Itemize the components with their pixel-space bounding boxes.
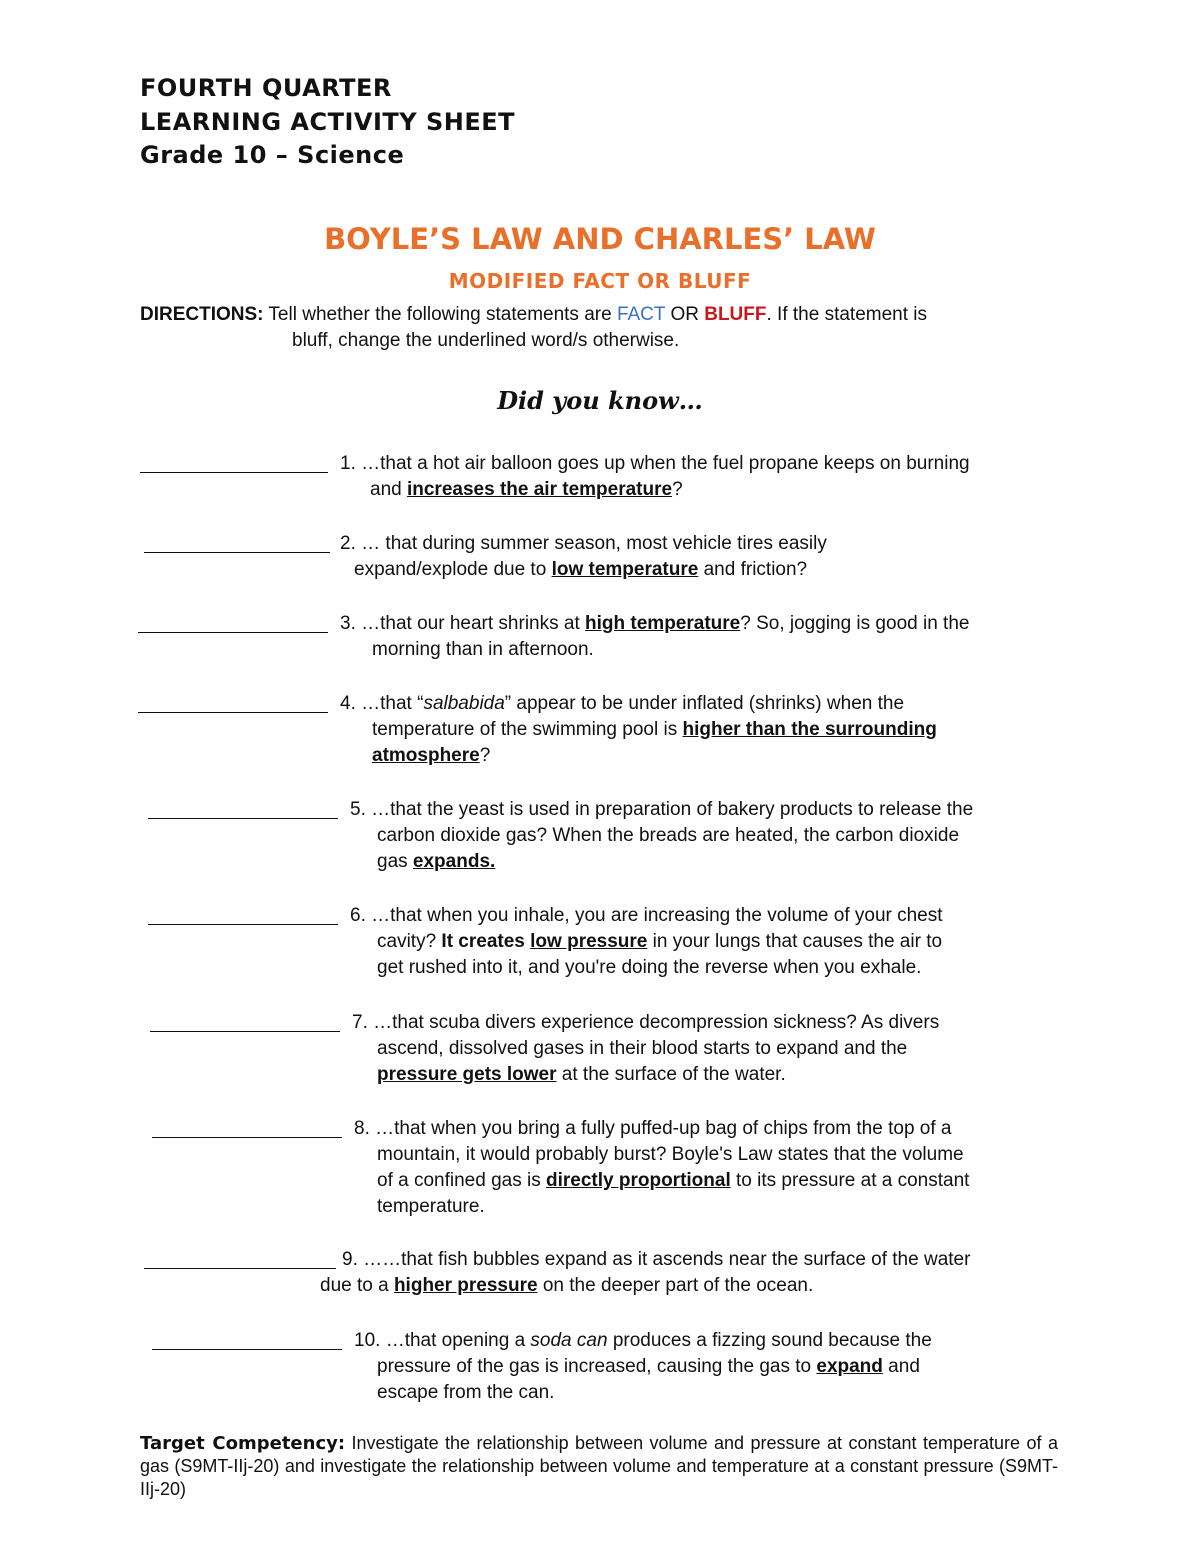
directions-label: DIRECTIONS:	[140, 304, 264, 325]
item-number: 7.	[352, 1012, 368, 1033]
item-text: …that opening a	[385, 1330, 531, 1351]
italic-term: salbabida	[423, 693, 505, 714]
answer-blank-5[interactable]	[148, 818, 338, 819]
underlined-term: higher than the surrounding	[682, 719, 937, 740]
italic-term: soda can	[530, 1330, 608, 1351]
item-text: and	[370, 479, 407, 500]
item-text: ? So, jogging is good in the	[740, 613, 970, 634]
item-4	[340, 691, 904, 717]
item-text: …that our heart shrinks at	[361, 613, 586, 634]
answer-blank-6[interactable]	[148, 924, 338, 925]
item-5-line3	[377, 849, 495, 875]
item-4-line3	[372, 743, 490, 769]
item-number: 5.	[350, 799, 366, 820]
answer-blank-1[interactable]	[140, 472, 328, 473]
target-competency-label: Target Competency:	[140, 1433, 346, 1454]
item-8-line4: temperature.	[377, 1196, 485, 1217]
answer-blank-9[interactable]	[144, 1268, 336, 1269]
item-text: …that scuba divers experience decompression sickness? As divers	[373, 1012, 940, 1033]
item-number: 2.	[340, 533, 356, 554]
answer-blank-10[interactable]	[152, 1349, 342, 1350]
underlined-term: low temperature	[551, 559, 699, 580]
item-2-line2	[354, 557, 807, 583]
item-9-line2	[320, 1273, 813, 1299]
fact-word: FACT	[616, 304, 666, 325]
directions-line2: bluff, change the underlined word/s otherwise.	[292, 330, 680, 351]
item-number: 1.	[340, 453, 356, 474]
item-text: …that the yeast is used in preparation of bakery products to release the	[371, 799, 974, 820]
directions-text-end: . If the statement is	[766, 304, 928, 325]
underlined-term: higher pressure	[393, 1275, 538, 1296]
bluff-word: BLUFF	[704, 304, 767, 325]
header-grade: Grade 10 – Science	[140, 141, 405, 169]
item-5	[350, 797, 973, 823]
item-8	[354, 1116, 951, 1142]
answer-blank-3[interactable]	[138, 632, 328, 633]
item-text: and	[882, 1356, 920, 1377]
item-text: …that when you inhale, you are increasing the volume of your chest	[371, 905, 943, 926]
item-text: due to a	[320, 1275, 394, 1296]
item-3-line2: morning than in afternoon.	[372, 639, 594, 660]
item-text: pressure of the gas is increased, causing the gas to	[377, 1356, 817, 1377]
answer-blank-2[interactable]	[144, 552, 330, 553]
item-2	[340, 531, 827, 557]
item-text: … that during summer season, most vehicle tires easily	[361, 533, 827, 554]
item-10-line2	[377, 1354, 920, 1380]
item-10	[354, 1328, 932, 1354]
item-text: …that a hot air balloon goes up when the fuel propane keeps on burning	[361, 453, 970, 474]
directions-or: OR	[665, 304, 705, 325]
item-text: to its pressure at a constant	[730, 1170, 970, 1191]
item-8-line3	[377, 1168, 969, 1194]
item-7	[352, 1010, 939, 1036]
underlined-term: pressure gets lower	[377, 1064, 557, 1085]
item-number: 10.	[354, 1330, 381, 1351]
item-text: temperature of the swimming pool is	[372, 719, 683, 740]
underlined-term: increases the air temperature	[406, 479, 673, 500]
underlined-term: low pressure	[530, 931, 648, 952]
underlined-term: expand	[816, 1356, 883, 1377]
item-text: of a confined gas is	[377, 1170, 546, 1191]
underlined-term: directly proportional	[546, 1170, 731, 1191]
item-text: produces a fizzing sound because the	[607, 1330, 932, 1351]
item-text: ?	[479, 745, 491, 766]
item-number: 4.	[340, 693, 356, 714]
directions	[140, 302, 1060, 328]
item-text: ” appear to be under inflated (shrinks) when the	[504, 693, 905, 714]
item-6-line2	[377, 929, 942, 955]
target-competency-text: Investigate the relationship between volume and pressure at constant temperature of a gas (S9MT-IIj-20) and investigate the relationship between volume and temperature at a constant pressure (S9MT-IIj-20)	[140, 1433, 1058, 1499]
header-quarter: FOURTH QUARTER	[140, 74, 392, 102]
item-3	[340, 611, 969, 637]
underlined-term: expands.	[412, 851, 496, 872]
item-text-bold: It creates	[441, 931, 531, 952]
answer-blank-7[interactable]	[150, 1031, 340, 1032]
header-sheet: LEARNING ACTIVITY SHEET	[140, 108, 516, 136]
target-competency	[140, 1432, 1058, 1501]
item-number: 3.	[340, 613, 356, 634]
item-1	[340, 451, 970, 477]
item-1-line2	[370, 477, 683, 503]
item-text: …that when you bring a fully puffed-up bag of chips from the top of a	[375, 1118, 952, 1139]
answer-blank-4[interactable]	[138, 712, 328, 713]
underlined-term: atmosphere	[372, 745, 480, 766]
underlined-term: high temperature	[585, 613, 741, 634]
item-text: ?	[672, 479, 683, 500]
item-8-line2: mountain, it would probably burst? Boyle's Law states that the volume	[377, 1144, 964, 1165]
item-text: gas	[377, 851, 413, 872]
item-7-line2: ascend, dissolved gases in their blood starts to expand and the	[377, 1038, 908, 1059]
item-4-line2	[372, 717, 937, 743]
item-number: 6.	[350, 905, 366, 926]
item-7-line3	[377, 1062, 786, 1088]
item-text: at the surface of the water.	[556, 1064, 786, 1085]
directions-text: Tell whether the following statements are	[263, 304, 617, 325]
answer-blank-8[interactable]	[152, 1137, 342, 1138]
item-text: …that “	[361, 693, 424, 714]
item-text: and friction?	[698, 559, 808, 580]
item-number: 9.	[342, 1249, 358, 1270]
item-number: 8.	[354, 1118, 370, 1139]
item-text: cavity?	[377, 931, 442, 952]
item-text: ……that fish bubbles expand as it ascends near the surface of the water	[363, 1249, 971, 1270]
item-6-line3: get rushed into it, and you're doing the reverse when you exhale.	[377, 957, 922, 978]
page-title: BOYLE’S LAW AND CHARLES’ LAW	[324, 222, 876, 256]
item-10-line3: escape from the can.	[377, 1382, 555, 1403]
item-6	[350, 903, 943, 929]
item-5-line2: carbon dioxide gas? When the breads are heated, the carbon dioxide	[377, 825, 960, 846]
did-you-know-heading: Did you know…	[497, 386, 703, 415]
page-subtitle: MODIFIED FACT OR BLUFF	[448, 269, 752, 293]
item-text: expand/explode due to	[354, 559, 552, 580]
item-text: in your lungs that causes the air to	[647, 931, 943, 952]
item-9	[342, 1247, 970, 1273]
item-text: on the deeper part of the ocean.	[537, 1275, 814, 1296]
